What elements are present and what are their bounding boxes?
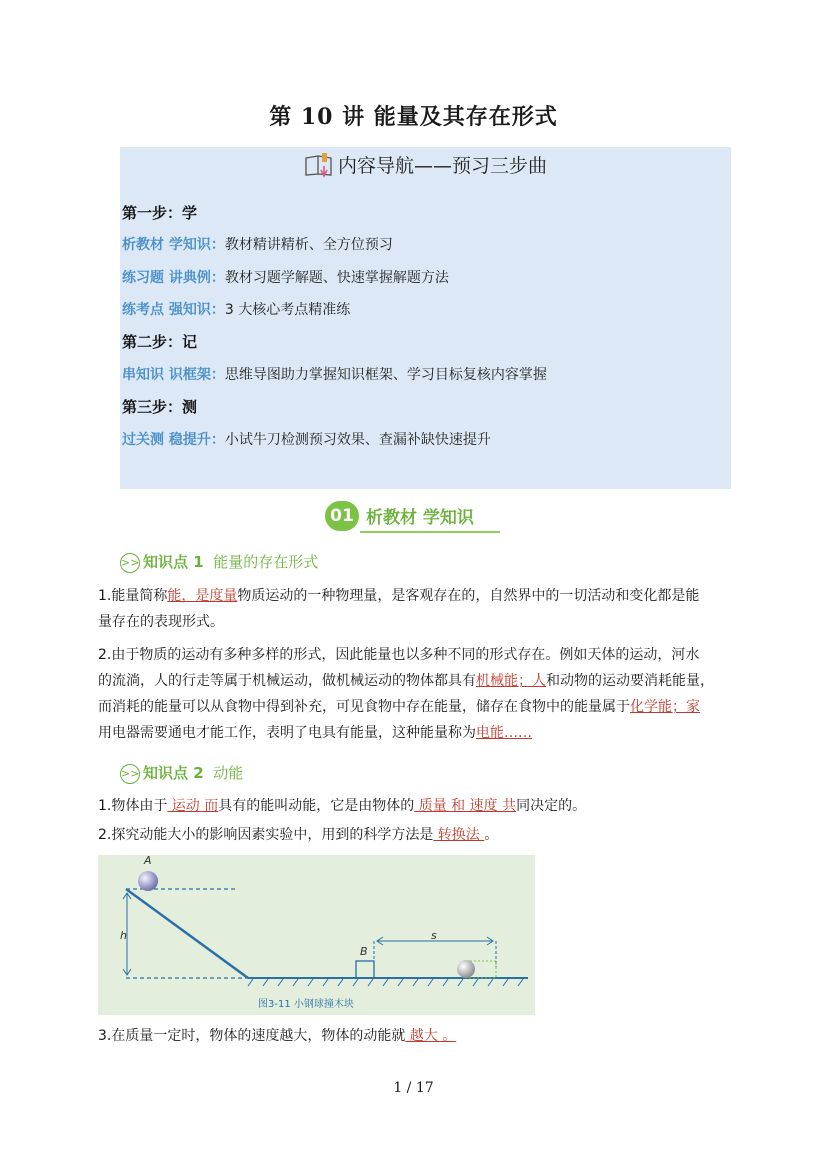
question-2: 2.探究动能大小的影响因素实验中，用到的科学方法是 转换法 。 xyxy=(98,827,499,843)
label-a: A xyxy=(144,855,152,867)
step-three-heading: 第三步：测 xyxy=(122,398,198,416)
nav-header xyxy=(120,151,731,178)
nav-row-framework: 串知识 识框架：思维导图助力掌握知识框架、学习目标复核内容掌握 xyxy=(122,367,547,383)
figure-caption: 图3-11 小钢球撞木块 xyxy=(258,999,354,1010)
nav-header-text: 内容导航——预习三步曲 xyxy=(337,155,547,177)
answer-blank: 机械能；人 xyxy=(476,673,546,689)
double-arrow-icon: >> xyxy=(120,553,140,573)
paragraph-2: 2.由于物质的运动有多种多样的形式，因此能量也以多种不同的形式存在。例如天体的运动，河水 的流淌，人的行走等属于机械运动，做机械运动的物体都具有机械能；人和动物的运动要消耗能量， 而消耗的能量可以从食物中得到补充，可见食物中存在能量，储存在食物中的能量属于化学能；家 用电器需要通电才能工作，表明了电具有能量，这种能量称为电能…… xyxy=(98,647,714,741)
answer-blank: 越大 。 xyxy=(405,1028,457,1044)
nav-row-test: 过关测 稳提升：小试牛刀检测预习效果、查漏补缺快速提升 xyxy=(122,432,491,448)
answer-blank: 转换法 xyxy=(433,827,485,843)
knowledge-point-1: >> 知识点 1 能量的存在形式 xyxy=(121,553,319,571)
paragraph-1: 1.能量简称能，是度量物质运动的一种物理量，是客观存在的，自然界中的一切活动和变化都是能 量存在的表现形式。 xyxy=(98,588,700,630)
answer-blank: 能，是度量 xyxy=(167,588,238,604)
ramp-diagram xyxy=(98,855,535,1015)
banner-underline xyxy=(360,531,500,533)
nav-row-points: 练考点 强知识：3 大核心考点精准练 xyxy=(122,302,351,318)
wooden-block-b xyxy=(356,961,374,978)
step-two-heading: 第二步：记 xyxy=(122,333,198,351)
steel-ball-end xyxy=(457,960,475,978)
knowledge-point-2: >> 知识点 2 动能 xyxy=(121,764,244,782)
steel-ball-a xyxy=(138,871,158,891)
answer-blank: 运动 而 xyxy=(167,798,219,814)
label-h: h xyxy=(120,929,127,942)
question-1: 1.物体由于 运动 而具有的能叫动能，它是由物体的 质量 和 速度 共同决定的。 xyxy=(98,798,587,814)
label-s: s xyxy=(431,929,437,942)
answer-blank: 化学能；家 xyxy=(630,699,700,715)
section-number: 01 xyxy=(325,501,359,531)
section-banner xyxy=(320,499,504,535)
book-icon xyxy=(304,152,334,178)
answer-blank: 质量 和 速度 共 xyxy=(414,798,517,814)
label-b: B xyxy=(360,945,368,958)
page-title: 第 10 讲 能量及其存在形式 xyxy=(269,104,558,130)
answer-blank: 电能…… xyxy=(476,725,532,741)
experiment-figure xyxy=(98,855,535,1015)
nav-row-exercises: 练习题 讲典例：教材习题学解题、快速掌握解题方法 xyxy=(122,270,449,286)
page-number: 1 / 17 xyxy=(393,1080,434,1096)
nav-row-textbook: 析教材 学知识：教材精讲精析、全方位预习 xyxy=(122,237,393,253)
question-3: 3.在质量一定时，物体的速度越大，物体的动能就 越大 。 xyxy=(98,1028,457,1044)
content-navigation-box xyxy=(120,147,731,489)
double-arrow-icon: >> xyxy=(120,764,140,784)
step-one-heading: 第一步：学 xyxy=(122,204,198,222)
section-title: 析教材 学知识 xyxy=(366,508,474,528)
